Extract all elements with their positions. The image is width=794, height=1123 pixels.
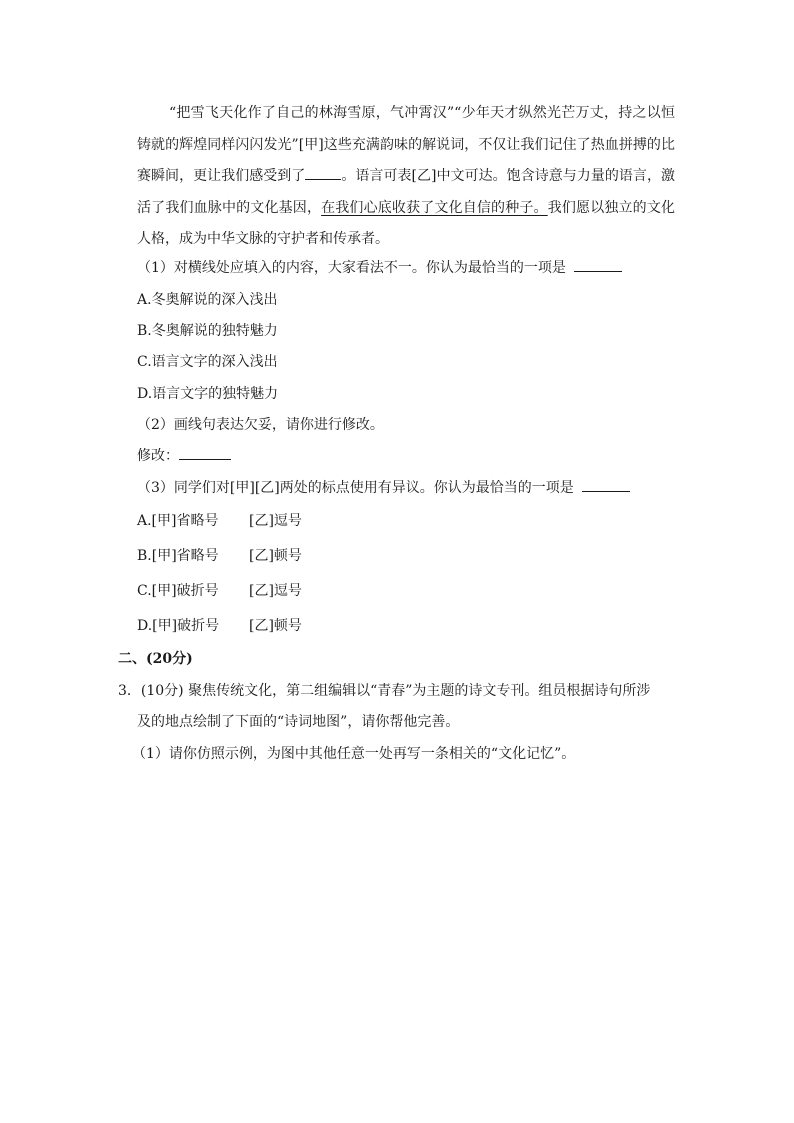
underlined-sentence: 在我们心底收获了文化自信的种子。 bbox=[321, 199, 548, 216]
question-3-stem: （3）同学们对[甲][乙]两处的标点使用有异议。你认为最恰当的一项是 bbox=[137, 478, 630, 498]
q3-option-b: B.[甲]省略号 [乙]顿号 bbox=[137, 548, 302, 564]
q1-option-d: D.语言文字的独特魅力 bbox=[137, 386, 279, 402]
passage-text-2: 。语言可表[乙]中文可达。饱含诗意与力量的语言，激活了我们血脉中的文化基因， bbox=[137, 168, 675, 216]
question-2-stem: （2）画线句表达欠妥，请你进行修改。 bbox=[137, 417, 384, 433]
question-1-stem: （1）对横线处应填入的内容，大家看法不一。你认为最恰当的一项是 bbox=[137, 258, 622, 278]
q3-option-d: D.[甲]破折号 [乙]顿号 bbox=[137, 618, 302, 634]
q1-option-c: C.语言文字的深入浅出 bbox=[137, 354, 278, 370]
question-3-sub-1: （1）请你仿照示例，为图中其他任意一处再写一条相关的“文化记忆”。 bbox=[132, 746, 576, 762]
question-3-line-1: 3．(10分) 聚焦传统文化，第二组编辑以“青春”为主题的诗文专刊。组员根据诗句所涉 bbox=[118, 683, 651, 699]
section-heading: 二、(20分) bbox=[118, 651, 193, 667]
q1-option-b: B.冬奥解说的独特魅力 bbox=[137, 323, 278, 339]
fix-blank bbox=[179, 459, 231, 460]
answer-blank bbox=[582, 491, 630, 492]
answer-blank bbox=[574, 271, 622, 272]
question-3-line-2: 及的地点绘制了下面的“诗词地图”，请你帮他完善。 bbox=[137, 714, 460, 730]
question-2-fix: 修改： bbox=[137, 446, 231, 466]
q3-option-a: A.[甲]省略号 [乙]逗号 bbox=[137, 513, 302, 529]
q1-option-a: A.冬奥解说的深入浅出 bbox=[137, 292, 278, 308]
passage-text-1: “把雪飞天化作了自己的林海雪原，气冲霄汉”“少年天才纵然光芒万丈，持之以恒铸就的辉煌同样闪闪发光”[甲]这些充满韵味的解说词，不仅让我们记住了热血拼搏的比赛瞬间，更让我们感受到了 bbox=[137, 105, 675, 184]
reading-passage bbox=[137, 98, 675, 256]
fill-blank bbox=[305, 179, 341, 180]
passage-text-3: 我们愿以独立的文化人格，成为中华文脉的守护者和传承者。 bbox=[137, 199, 676, 247]
q3-option-c: C.[甲]破折号 [乙]逗号 bbox=[137, 583, 302, 599]
